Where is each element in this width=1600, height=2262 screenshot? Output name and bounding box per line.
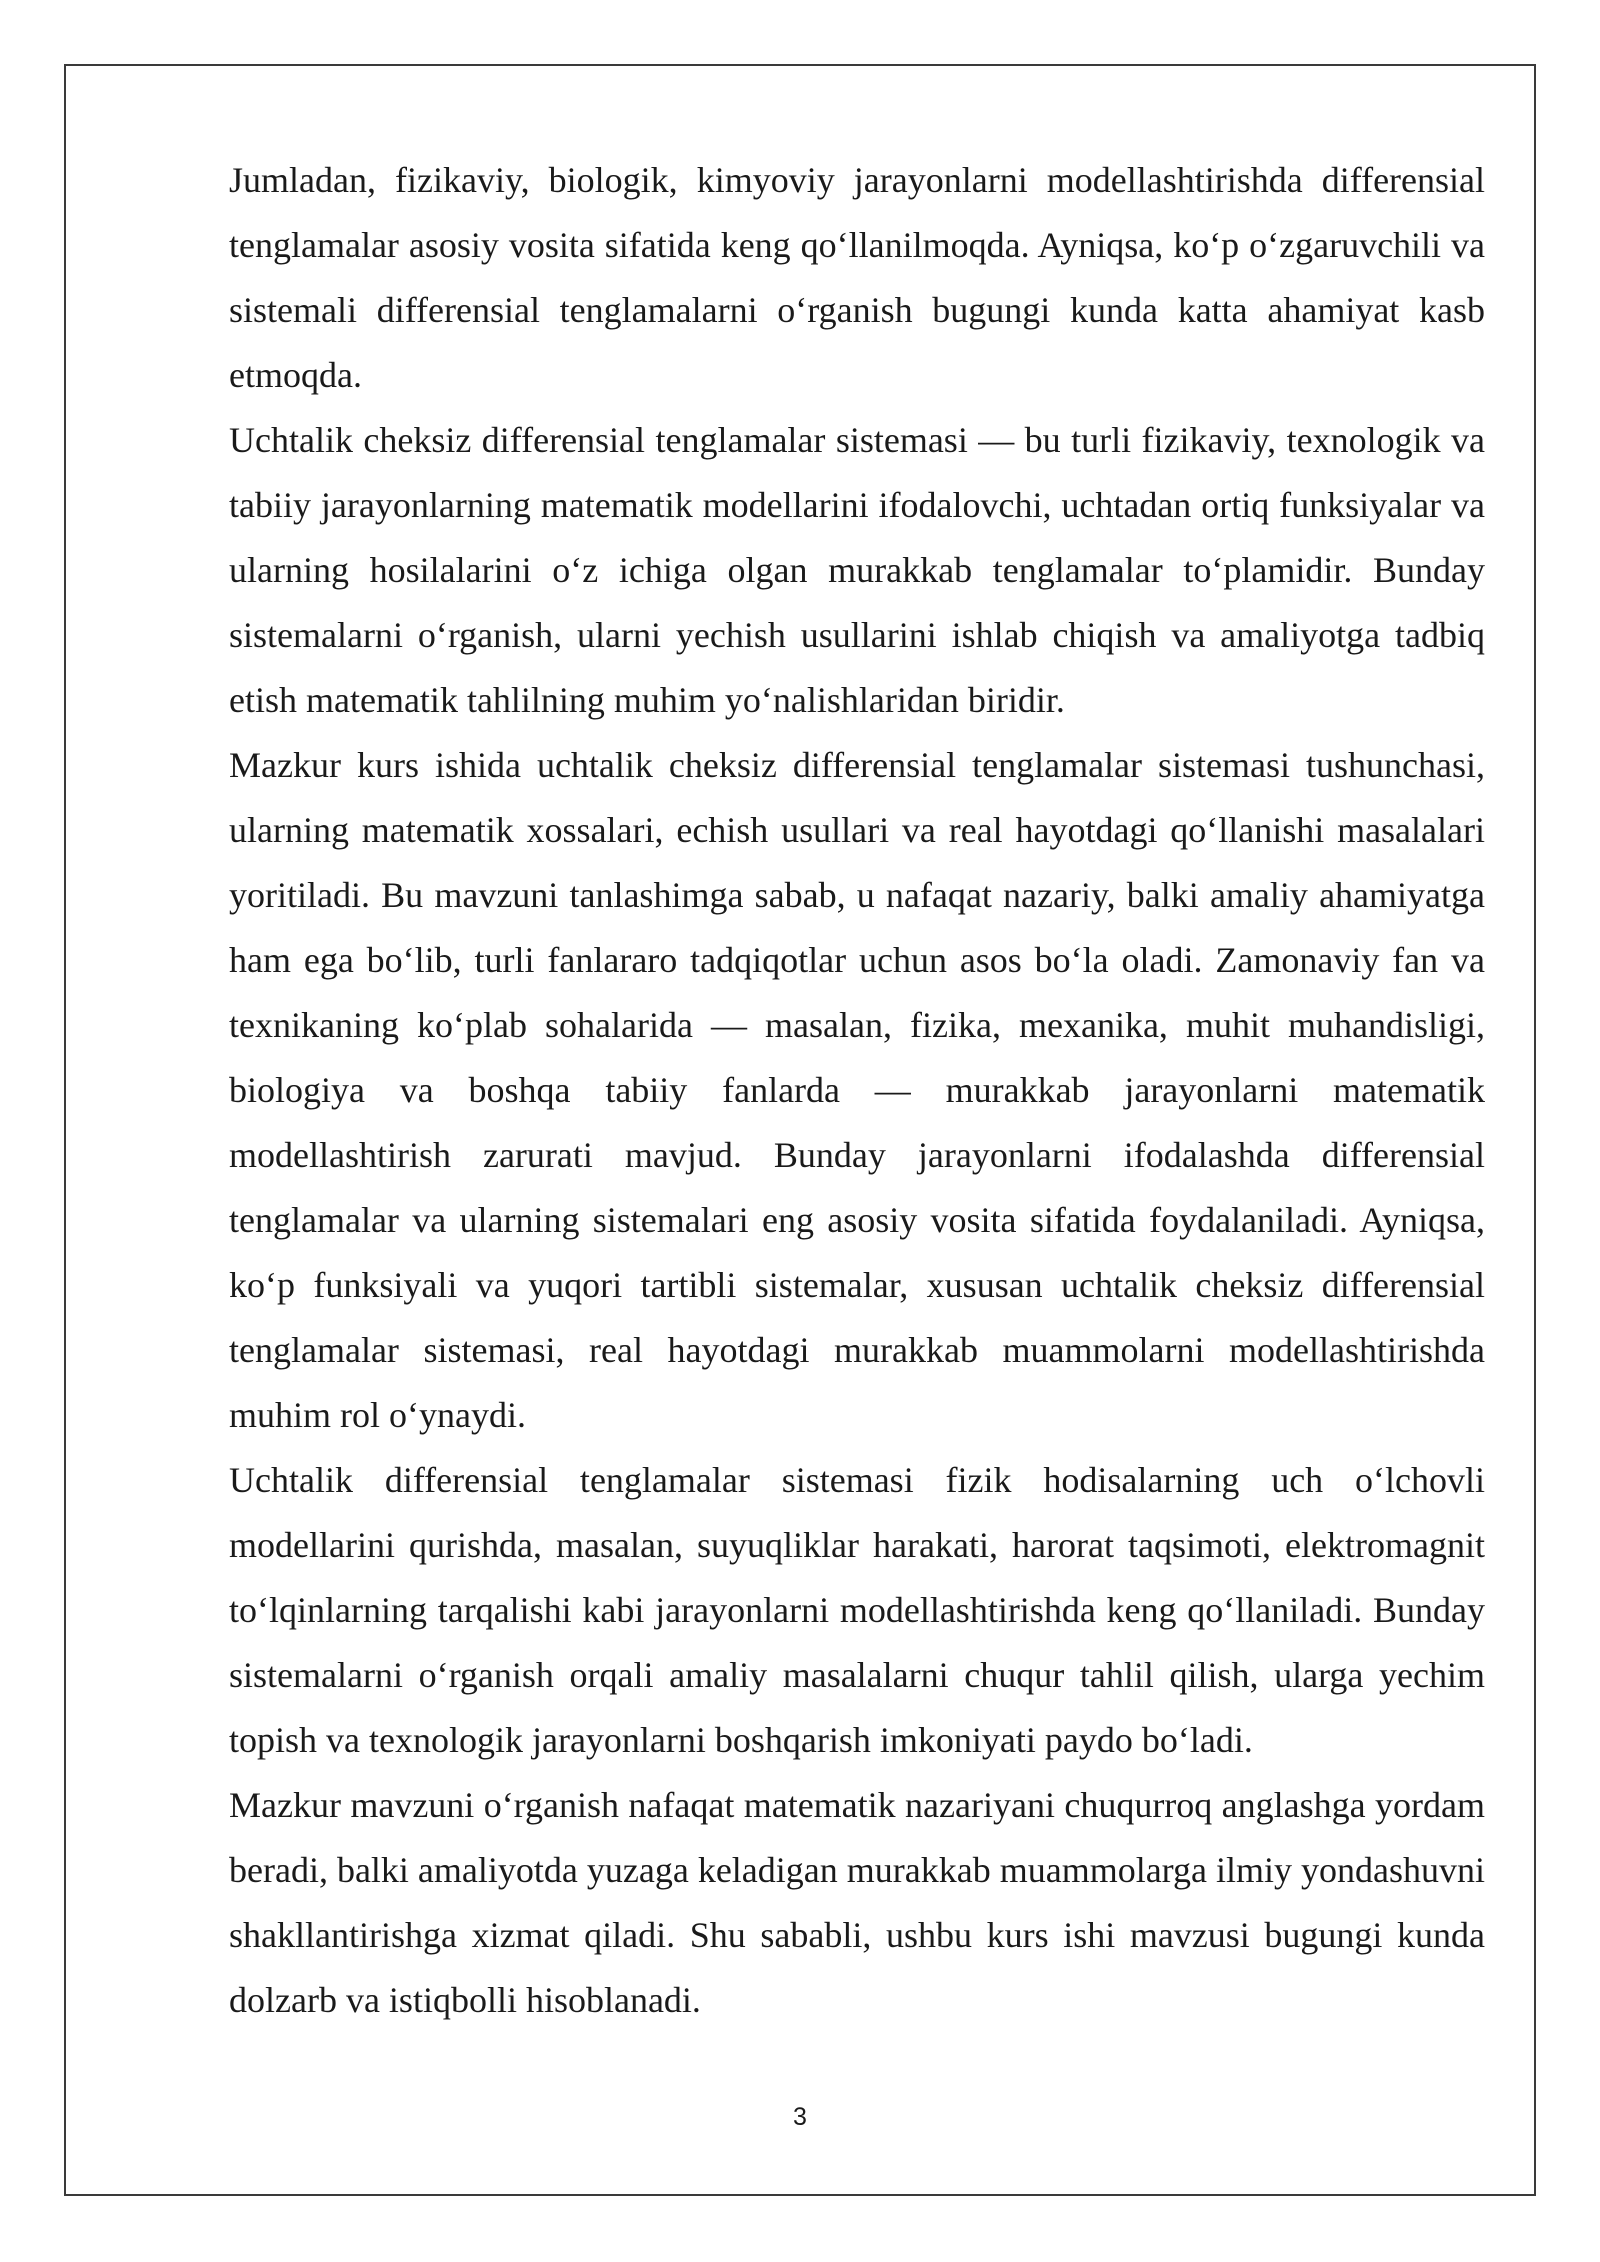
page-number: 3 [793,2103,807,2131]
document-body [229,148,1485,2033]
paragraph-2: Uchtalik cheksiz differensial tenglamalar sistemasi — bu turli fizikaviy, texnologik va tabiiy jarayonlarning matematik modellarini ifodalovchi, uchtadan ortiq funksiyalar va ularning hosilalarini o‘z ichiga olgan murakkab tenglamalar to‘plamidir. Bunday sistemalarni o‘rganish, ularni yechish usullarini ishlab chiqish va amaliyotga tadbiq etish matematik tahlilning muhim yo‘nalishlaridan biridir. [229,420,1485,720]
paragraph-5: Mazkur mavzuni o‘rganish nafaqat matematik nazariyani chuqurroq anglashga yordam beradi, balki amaliyotda yuzaga keladigan murakkab muammolarga ilmiy yondashuvni shakllantirishga xizmat qiladi. Shu sababli, ushbu kurs ishi mavzusi bugungi kunda dolzarb va istiqbolli hisoblanadi. [229,1785,1485,2020]
paragraph-4: Uchtalik differensial tenglamalar sistemasi fizik hodisalarning uch o‘lchovli modellarini qurishda, masalan, suyuqliklar harakati, harorat taqsimoti, elektromagnit to‘lqinlarning tarqalishi kabi jarayonlarni modellashtirishda keng qo‘llaniladi. Bunday sistemalarni o‘rganish orqali amaliy masalalarni chuqur tahlil qilish, ularga yechim topish va texnologik jarayonlarni boshqarish imkoniyati paydo bo‘ladi. [229,1460,1485,1760]
paragraph-1: Jumladan, fizikaviy, biologik, kimyoviy jarayonlarni modellashtirishda differensial tenglamalar asosiy vosita sifatida keng qo‘llanilmoqda. Ayniqsa, ko‘p o‘zgaruvchili va sistemali differensial tenglamalarni o‘rganish bugungi kunda katta ahamiyat kasb etmoqda. [229,160,1485,395]
paragraph-3: Mazkur kurs ishida uchtalik cheksiz differensial tenglamalar sistemasi tushunchasi, ularning matematik xossalari, echish usullari va real hayotdagi qo‘llanishi masalalari yoritiladi. Bu mavzuni tanlashimga sabab, u nafaqat nazariy, balki amaliy ahamiyatga ham ega bo‘lib, turli fanlararo tadqiqotlar uchun asos bo‘la oladi. Zamonaviy fan va texnikaning ko‘plab sohalarida — masalan, fizika, mexanika, muhit muhandisligi, biologiya va boshqa tabiiy fanlarda — murakkab jarayonlarni matematik modellashtirish zarurati mavjud. Bunday jarayonlarni ifodalashda differensial tenglamalar va ularning sistemalari eng asosiy vosita sifatida foydalaniladi. Ayniqsa, ko‘p funksiyali va yuqori tartibli sistemalar, xususan uchtalik cheksiz differensial tenglamalar sistemasi, real hayotdagi murakkab muammolarni modellashtirishda muhim rol o‘ynaydi. [229,745,1485,1435]
